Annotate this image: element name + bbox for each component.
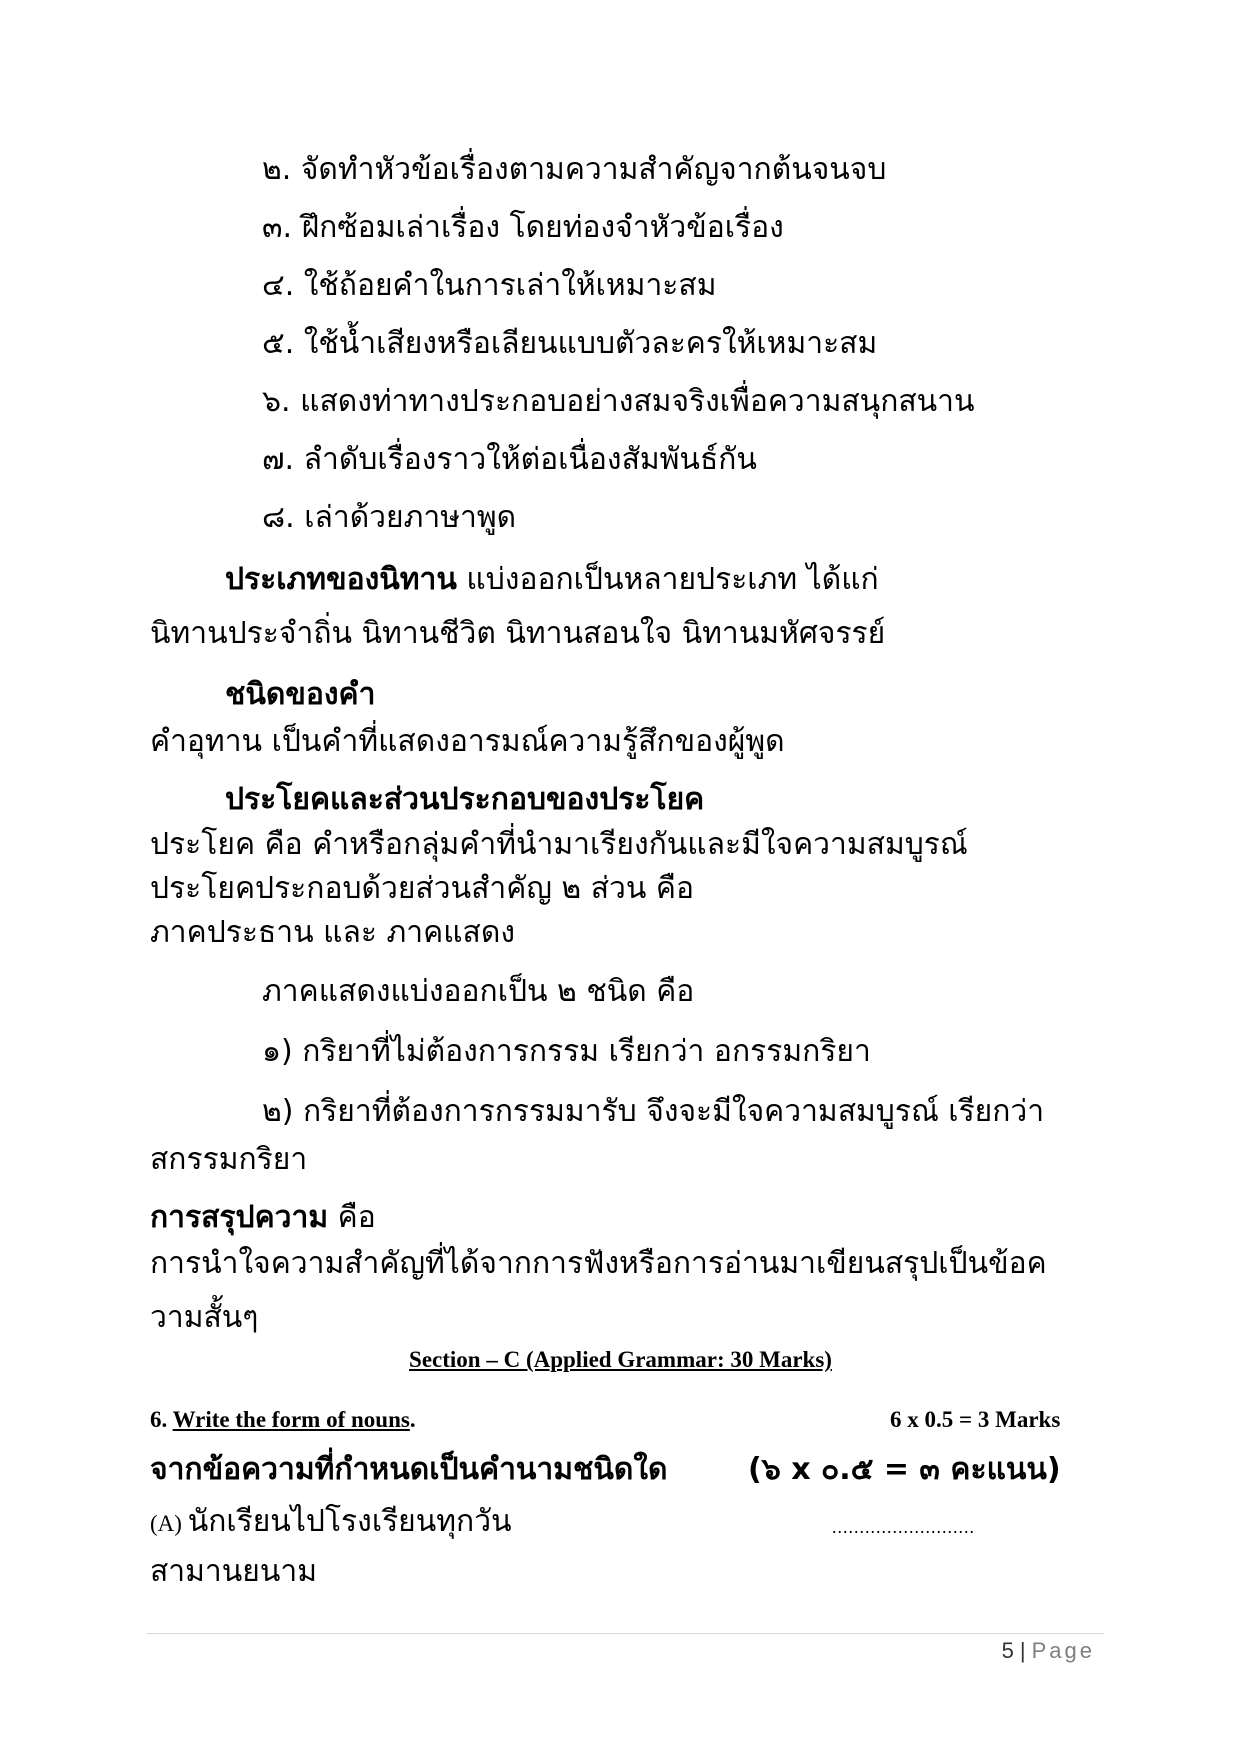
- tale-types-heading: ประเภทของนิทาน: [225, 562, 457, 597]
- list-item-2: ๒. จัดทำหัวข้อเรื่องตามความสำคัญจากต้นจนจบ: [262, 152, 887, 187]
- section-c-title: Section – C (Applied Grammar: 30 Marks): [409, 1347, 832, 1372]
- list-item-4: ๔. ใช้ถ้อยคำในการเล่าให้เหมาะสม: [262, 268, 717, 303]
- list-item-6: ๖. แสดงท่าทางประกอบอย่างสมจริงเพื่อความสนุกสนาน: [262, 384, 975, 419]
- sentence-line-2: ประโยคประกอบด้วยส่วนสำคัญ ๒ ส่วน คือ: [150, 871, 695, 906]
- word-types-heading: ชนิดของคำ: [225, 677, 376, 712]
- sentence-line-1: ประโยค คือ คำหรือกลุ่มคำที่นำมาเรียงกันและมีใจความสมบูรณ์: [150, 827, 968, 862]
- question-6-number: 6.: [150, 1407, 173, 1432]
- footer-separator: |: [1019, 1638, 1026, 1663]
- page-word: Page: [1031, 1638, 1095, 1663]
- answer-blank: ..........................: [832, 1517, 975, 1537]
- sentence-line-3: ภาคประธาน และ ภาคแสดง: [150, 915, 515, 950]
- question-6-period: .: [409, 1407, 416, 1432]
- question-6-marks: 6 x 0.5 = 3 Marks: [890, 1407, 1061, 1432]
- summary-line-2: วามสั้นๆ: [150, 1300, 259, 1335]
- sentence-line-7: สกรรมกริยา: [150, 1142, 308, 1177]
- question-6-item-a: [150, 1502, 512, 1544]
- page-footer: [1002, 1636, 1095, 1666]
- summary-line-1: การนำใจความสำคัญที่ได้จากการฟังหรือการอ่านมาเขียนสรุปเป็นข้อค: [150, 1246, 1047, 1281]
- list-item-7: ๗. ลำดับเรื่องราวให้ต่อเนื่องสัมพันธ์กัน: [262, 442, 757, 477]
- question-6-thai-marks: (๖ x ๐.๕ = ๓ คะแนน): [748, 1452, 1061, 1487]
- item-a-text: นักเรียนไปโรงเรียนทุกวัน: [187, 1504, 512, 1539]
- tale-types-intro: แบ่งออกเป็นหลายประเภท ได้แก่: [456, 562, 879, 597]
- sentence-line-4: ภาคแสดงแบ่งออกเป็น ๒ ชนิด คือ: [262, 974, 695, 1009]
- list-item-8: ๘. เล่าด้วยภาษาพูด: [262, 500, 517, 535]
- answer-text: สามานยนาม: [150, 1554, 317, 1589]
- summary-heading-rest: คือ: [328, 1200, 376, 1235]
- item-a-label: (A): [150, 1511, 188, 1536]
- word-types-text: คำอุทาน เป็นคำที่แสดงอารมณ์ความรู้สึกของผู้พูด: [150, 724, 785, 759]
- summary-heading-line: [150, 1198, 376, 1238]
- tale-types-paragraph: [225, 560, 879, 600]
- sentence-line-6: ๒) กริยาที่ต้องการกรรมมารับ จึงจะมีใจความสมบูรณ์ เรียกว่า: [262, 1094, 1045, 1129]
- page-number: 5: [1001, 1638, 1014, 1663]
- list-item-5: ๕. ใช้น้ำเสียงหรือเลียนแบบตัวละครให้เหมาะสม: [262, 326, 878, 361]
- question-6-thai-instruction: จากข้อความที่กำหนดเป็นคำนามชนิดใด: [150, 1452, 668, 1487]
- footer-divider: [147, 1633, 1104, 1634]
- sentence-heading: ประโยคและส่วนประกอบของประโยค: [225, 782, 705, 817]
- question-6-heading: [150, 1405, 416, 1435]
- question-6-instruction: Write the form of nouns: [172, 1407, 410, 1432]
- tale-types-list: นิทานประจำถิ่น นิทานชีวิต นิทานสอนใจ นิทานมหัศจรรย์: [150, 616, 886, 651]
- sentence-line-5: ๑) กริยาที่ไม่ต้องการกรรม เรียกว่า อกรรมกริยา: [262, 1034, 871, 1069]
- list-item-3: ๓. ฝึกซ้อมเล่าเรื่อง โดยท่องจำหัวข้อเรื่อง: [262, 210, 784, 245]
- summary-heading: การสรุปความ: [150, 1200, 329, 1235]
